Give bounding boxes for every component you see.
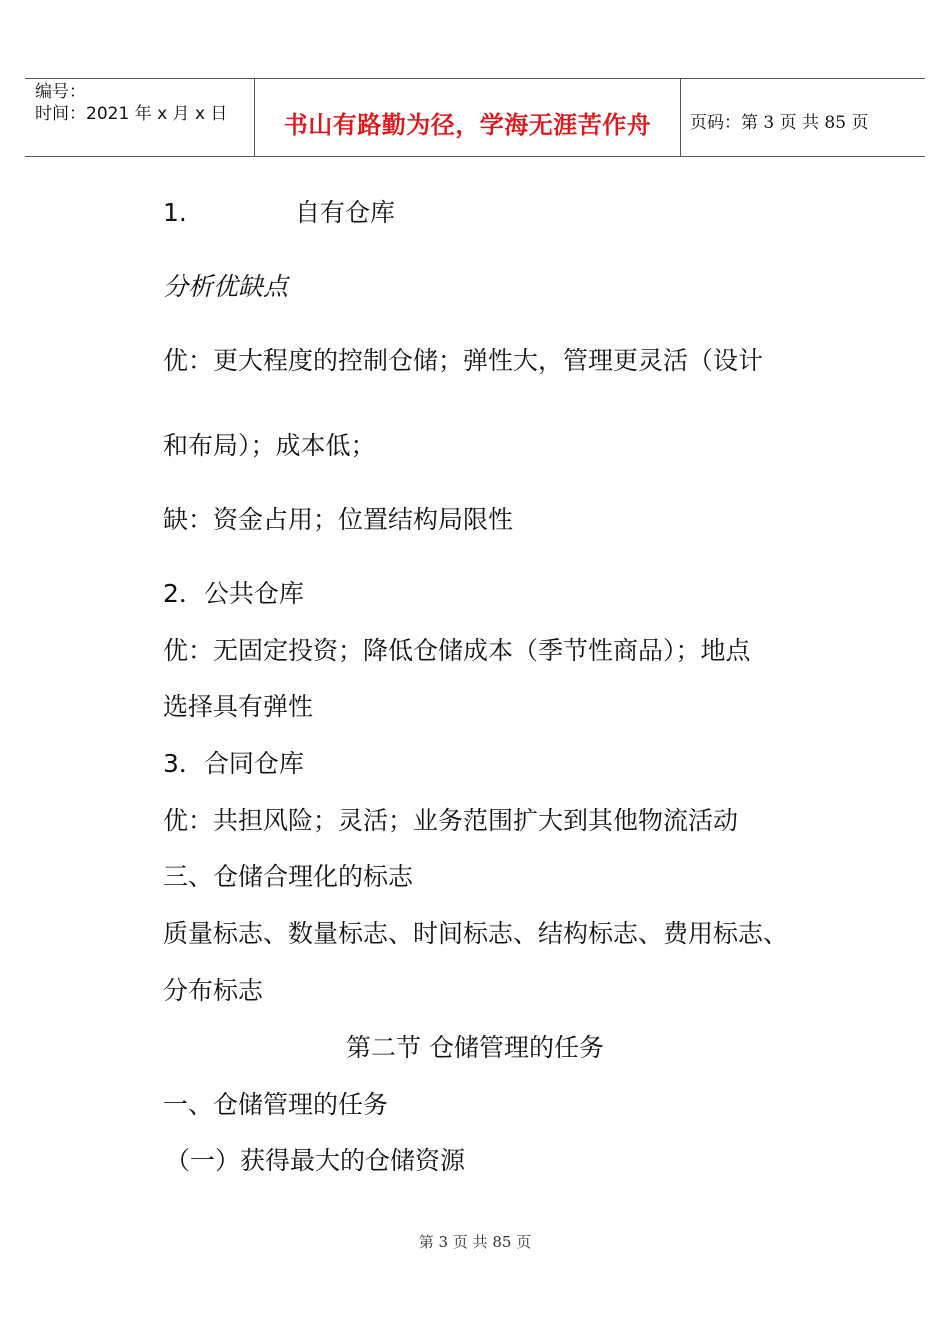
pros2-line1: 优：无固定投资；降低仓储成本（季节性商品）；地点 [163,636,751,665]
header-meta-cell [25,79,254,156]
header-motto-cell [254,79,681,156]
section1-number: 1. [163,198,187,227]
header-page-cell [680,79,925,156]
document-number-label: 编号： [35,82,86,102]
pros1-line1: 优：更大程度的控制仓储；弹性大，管理更灵活（设计 [163,346,764,375]
cons1: 缺：资金占用；位置结构局限性 [163,505,514,534]
marks-line2: 分布标志 [163,976,264,1005]
section-node-title: 第二节 仓储管理的任务 [346,1033,604,1062]
page-footer: 第 3 页 共 85 页 [418,1233,532,1251]
pros3: 优：共担风险；灵活；业务范围扩大到其他物流活动 [163,806,739,835]
pros1-line2: 和布局）；成本低； [163,431,376,460]
sub-one: （一）获得最大的仓储资源 [165,1146,466,1175]
document-header [25,78,925,157]
document-time-label: 时间：2021 年 x 月 x 日 [35,104,228,124]
pros2-line2: 选择具有弹性 [163,692,314,721]
header-motto: 书山有路勤为径，学海无涯苦作舟 [283,110,652,139]
analysis-heading: 分析优缺点 [163,272,289,301]
section3-title: 3．合同仓库 [163,749,304,778]
marks-line1: 质量标志、数量标志、时间标志、结构标志、费用标志、 [163,919,789,948]
heading-one: 一、仓储管理的任务 [163,1090,389,1119]
header-page-info: 页码：第 3 页 共 85 页 [690,113,869,133]
section2-title: 2．公共仓库 [163,579,304,608]
section1-title: 自有仓库 [295,198,396,227]
heading-three: 三、仓储合理化的标志 [163,862,414,891]
